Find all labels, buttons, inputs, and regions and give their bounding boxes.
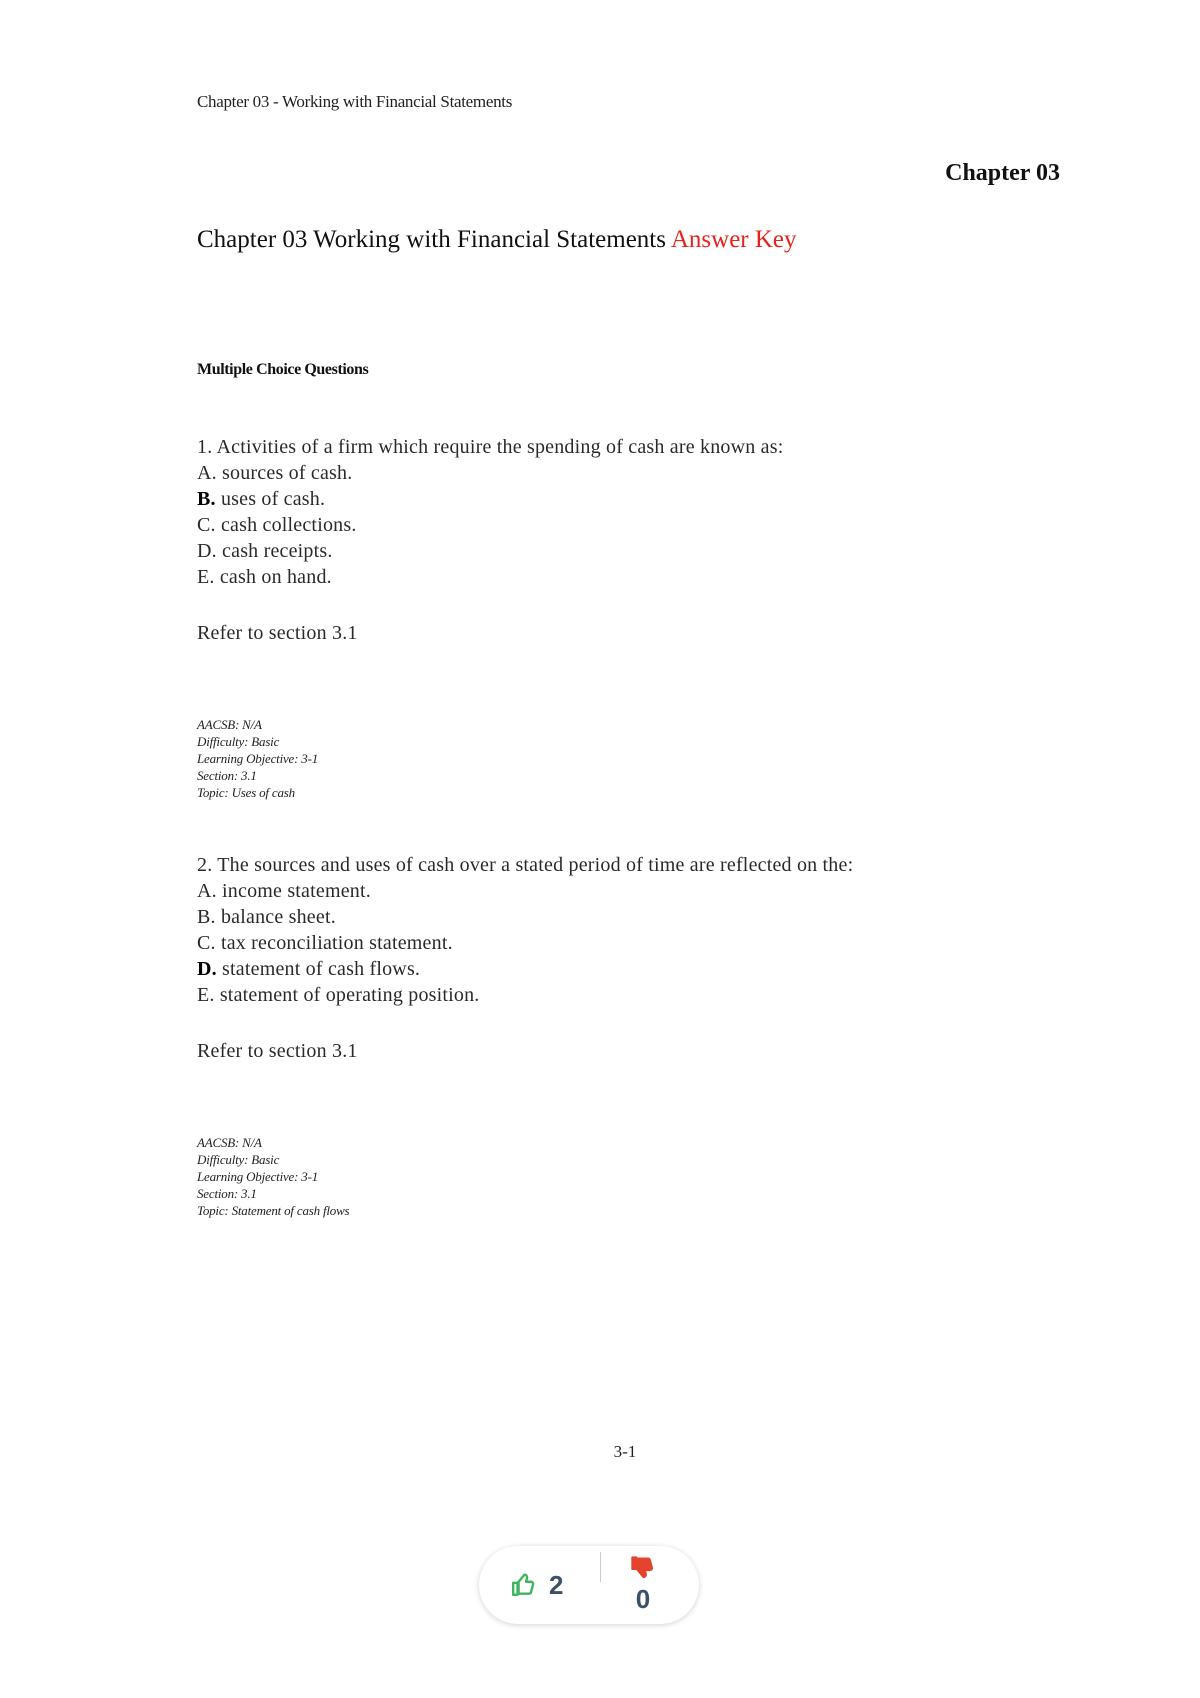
question-2 xyxy=(197,852,997,1219)
thumbs-up-icon xyxy=(511,1572,537,1598)
meta-topic: Topic: Uses of cash xyxy=(197,785,295,800)
choice-letter: E. xyxy=(197,984,215,1006)
upvote-count: 2 xyxy=(549,1569,564,1600)
choice-text: income statement. xyxy=(222,880,371,902)
choice-letter: D. xyxy=(197,540,217,562)
choice-text: statement of cash flows. xyxy=(222,958,421,980)
choice-text: tax reconciliation statement. xyxy=(220,932,453,954)
meta-difficulty: Difficulty: Basic xyxy=(197,1152,280,1167)
downvote-button[interactable] xyxy=(613,1554,673,1618)
downvote-count: 0 xyxy=(635,1584,651,1614)
choice-d xyxy=(197,538,997,564)
choice-d xyxy=(197,956,997,982)
vote-divider xyxy=(600,1552,601,1582)
choice-text: cash on hand. xyxy=(219,566,332,588)
meta-topic: Topic: Statement of cash flows xyxy=(197,1203,350,1218)
question-metadata xyxy=(197,716,997,801)
choice-e xyxy=(197,982,997,1008)
running-header: Chapter 03 - Working with Financial Statements xyxy=(197,92,513,111)
meta-learning-objective: Learning Objective: 3-1 xyxy=(197,751,319,766)
question-1 xyxy=(197,434,997,801)
choice-text: balance sheet. xyxy=(220,906,336,928)
page-number: 3-1 xyxy=(613,1442,637,1461)
choice-b xyxy=(197,486,997,512)
title-accent: Answer Key xyxy=(670,226,797,253)
section-reference: Refer to section 3.1 xyxy=(197,622,358,644)
document-title xyxy=(197,226,797,254)
choice-text: cash receipts. xyxy=(222,540,333,562)
choice-text: sources of cash. xyxy=(222,462,353,484)
title-main: Chapter 03 Working with Financial Statements xyxy=(197,226,666,253)
question-metadata xyxy=(197,1134,997,1219)
choice-text: cash collections. xyxy=(220,514,357,536)
choice-e xyxy=(197,564,997,590)
choice-letter-correct: D. xyxy=(197,958,217,980)
question-text: 1. Activities of a firm which require the spending of cash are known as: xyxy=(197,436,784,458)
choice-b xyxy=(197,904,997,930)
choice-c xyxy=(197,930,997,956)
choice-a xyxy=(197,460,997,486)
choice-text: uses of cash. xyxy=(220,488,326,510)
vote-widget xyxy=(479,1546,699,1624)
meta-difficulty: Difficulty: Basic xyxy=(197,734,280,749)
choice-c xyxy=(197,512,997,538)
question-text: 2. The sources and uses of cash over a stated period of time are reflected on the: xyxy=(197,854,854,876)
thumbs-down-icon xyxy=(630,1554,656,1580)
section-reference: Refer to section 3.1 xyxy=(197,1040,358,1062)
choice-letter: C. xyxy=(197,514,216,536)
choice-letter: A. xyxy=(197,880,217,902)
choice-letter: E. xyxy=(197,566,215,588)
meta-section: Section: 3.1 xyxy=(197,768,257,783)
choice-letter-correct: B. xyxy=(197,488,216,510)
upvote-button[interactable] xyxy=(511,1568,563,1602)
choice-letter: B. xyxy=(197,906,216,928)
section-heading: Multiple Choice Questions xyxy=(197,361,369,378)
meta-aacsb: AACSB: N/A xyxy=(197,717,262,732)
choice-a xyxy=(197,878,997,904)
chapter-label: Chapter 03 xyxy=(945,160,1060,186)
meta-learning-objective: Learning Objective: 3-1 xyxy=(197,1169,319,1184)
choice-letter: C. xyxy=(197,932,216,954)
choice-text: statement of operating position. xyxy=(219,984,480,1006)
meta-section: Section: 3.1 xyxy=(197,1186,257,1201)
choice-letter: A. xyxy=(197,462,217,484)
meta-aacsb: AACSB: N/A xyxy=(197,1135,262,1150)
